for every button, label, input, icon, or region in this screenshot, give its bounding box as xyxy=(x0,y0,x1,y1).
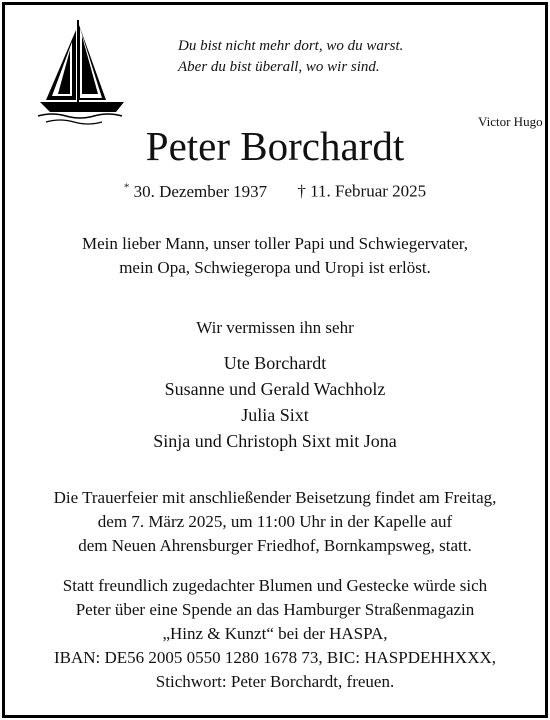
birth-symbol: * xyxy=(123,181,130,193)
intro-text xyxy=(0,232,550,280)
birth-date xyxy=(124,182,267,201)
ceremony-line: dem 7. März 2025, um 11:00 Uhr in der Kapelle auf xyxy=(97,512,453,531)
ceremony-info xyxy=(0,486,550,558)
mourner-name: Julia Sixt xyxy=(241,405,309,425)
ceremony-line: Die Trauerfeier mit anschließender Beisetzung findet am Freitag, xyxy=(53,488,497,507)
donation-info xyxy=(0,574,550,694)
life-dates xyxy=(0,175,550,204)
intro-line: mein Opa, Schwiegeropa und Uropi ist erlöst. xyxy=(119,258,431,277)
deceased-name: Peter Borchardt xyxy=(145,123,405,169)
quote-block xyxy=(178,36,543,129)
mourner-name: Ute Borchardt xyxy=(223,353,327,373)
donation-line: „Hinz & Kunzt“ bei der HASPA, xyxy=(162,624,388,643)
quote-line: Aber du bist überall, wo wir sind. xyxy=(178,59,380,75)
miss-text: Wir vermissen ihn sehr xyxy=(196,318,354,337)
quote-author: Victor Hugo xyxy=(478,114,543,129)
miss-text-block xyxy=(0,316,550,340)
mourner-name: Sinja und Christoph Sixt mit Jona xyxy=(153,431,397,451)
donation-line: Statt freundlich zugedachter Blumen und Gestecke würde sich xyxy=(62,576,488,595)
mourners-list xyxy=(0,350,550,454)
quote-line: Du bist nicht mehr dort, wo du warst. xyxy=(178,38,404,54)
donation-line: IBAN: DE56 2005 0550 1280 1678 73, BIC: HASPDEHHXXX, xyxy=(53,648,496,667)
mourner-name: Susanne und Gerald Wachholz xyxy=(164,379,386,399)
birth-date-text: 30. Dezember 1937 xyxy=(133,181,268,201)
donation-line: Peter über eine Spende an das Hamburger Straßenmagazin xyxy=(75,600,475,619)
intro-line: Mein lieber Mann, unser toller Papi und Schwiegervater, xyxy=(82,234,468,253)
death-date: † 11. Februar 2025 xyxy=(297,181,427,201)
ceremony-line: dem Neuen Ahrensburger Friedhof, Bornkampsweg, statt. xyxy=(78,536,472,555)
sailboat-illustration xyxy=(36,16,132,128)
donation-line: Stichwort: Peter Borchardt, freuen. xyxy=(155,672,395,691)
